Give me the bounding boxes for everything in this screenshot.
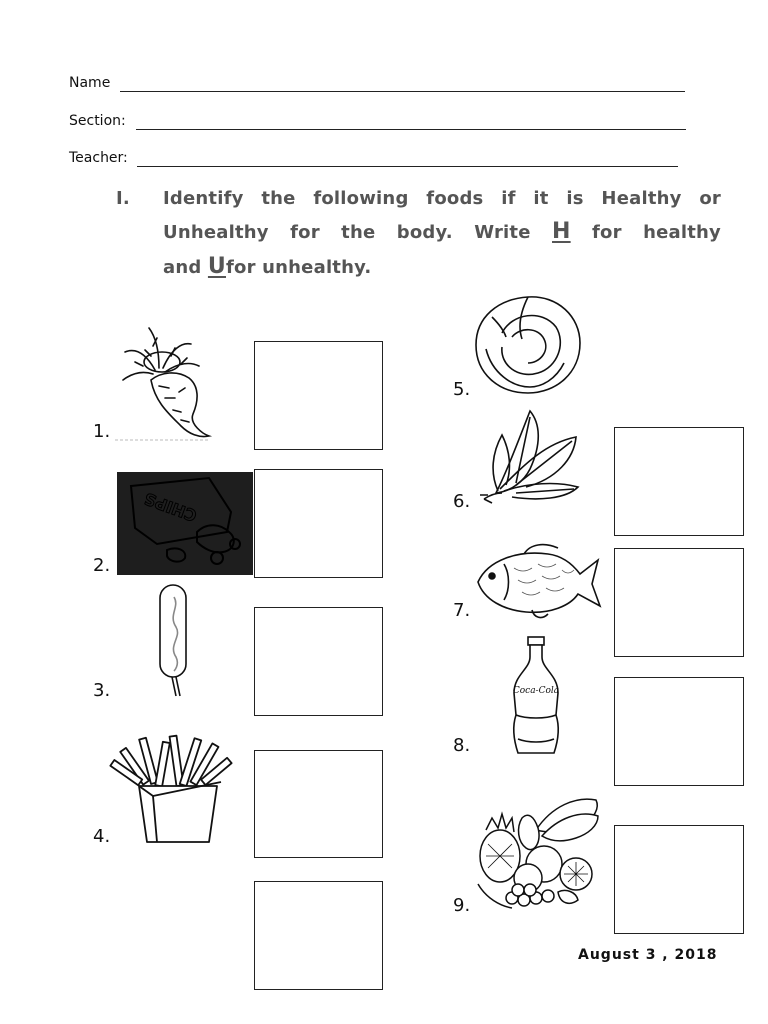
answer-box-3[interactable]: [254, 607, 383, 716]
instruction-numeral: I.: [116, 188, 130, 209]
chips-bag-text: CHIPS: [141, 488, 200, 526]
soda-label-text: Coca-Cola: [512, 686, 560, 696]
answer-box-extra[interactable]: [254, 881, 383, 990]
corndog-icon: [150, 583, 200, 698]
item-number-8: 8.: [453, 735, 471, 756]
fish-icon: [474, 540, 602, 620]
date-text: August 3 , 2018: [578, 947, 718, 963]
item-number-2: 2.: [93, 555, 111, 576]
item-number-7: 7.: [453, 600, 471, 621]
teacher-label: Teacher:: [69, 150, 128, 166]
section-field[interactable]: [136, 129, 686, 130]
answer-box-8[interactable]: [614, 677, 744, 786]
instruction-line-2: Unhealthy for the body. Write H for healthy: [163, 219, 721, 244]
item-number-4: 4.: [93, 826, 111, 847]
cabbage-icon: [472, 293, 584, 397]
answer-box-6[interactable]: [614, 427, 744, 536]
answer-box-9[interactable]: [614, 825, 744, 934]
name-field[interactable]: [120, 91, 685, 92]
item-number-9: 9.: [453, 895, 471, 916]
french-fries-icon: [117, 732, 232, 847]
item-number-6: 6.: [453, 491, 471, 512]
chips-bag-icon: [117, 472, 253, 575]
answer-box-7[interactable]: [614, 548, 744, 657]
name-label: Name: [69, 75, 111, 91]
soda-bottle-icon: [506, 635, 566, 755]
item-number-5: 5.: [453, 379, 471, 400]
item-number-1: 1.: [93, 421, 111, 442]
answer-box-2[interactable]: [254, 469, 383, 578]
answer-box-1[interactable]: [254, 341, 383, 450]
answer-box-4[interactable]: [254, 750, 383, 858]
instruction-line-1: Identify the following foods if it is Healthy or: [163, 188, 721, 209]
chips-bag-drawing: [117, 472, 253, 575]
unhealthy-letter: U: [207, 254, 226, 279]
item-number-3: 3.: [93, 680, 111, 701]
fruits-icon: [472, 788, 604, 912]
healthy-letter: H: [552, 219, 571, 244]
section-label: Section:: [69, 113, 126, 129]
carrot-icon: [115, 322, 220, 442]
spinach-icon: [476, 403, 586, 505]
teacher-field[interactable]: [137, 166, 678, 167]
instruction-line-3: and Ufor unhealthy.: [163, 254, 372, 279]
